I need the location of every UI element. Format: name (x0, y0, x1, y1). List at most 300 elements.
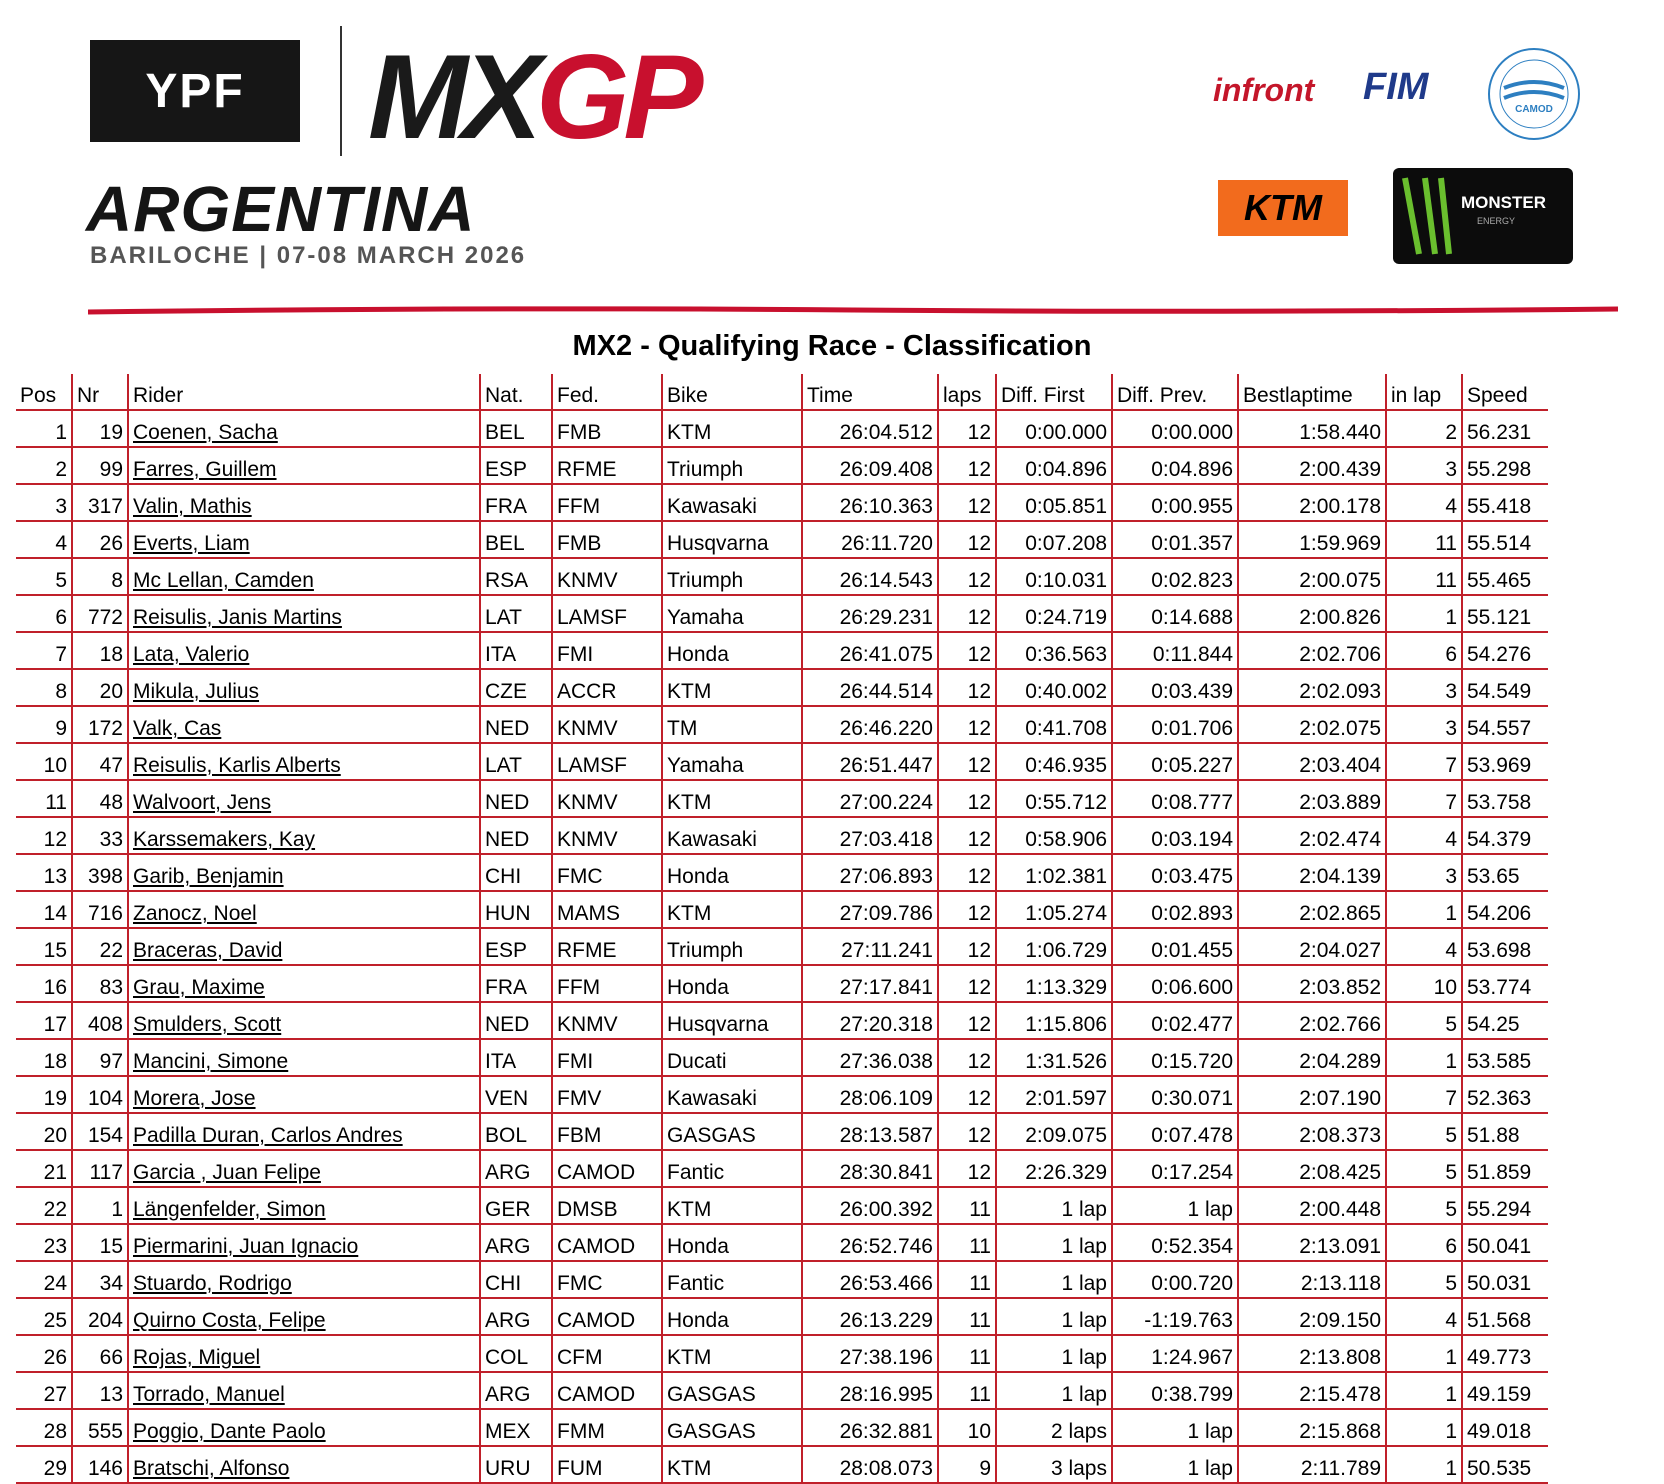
table-row (16, 558, 1548, 595)
cell-time: 26:09.408 (802, 447, 938, 484)
cell-pos: 18 (16, 1039, 72, 1076)
cell-bike: Triumph (662, 928, 802, 965)
cell-rider-link[interactable]: Reisulis, Karlis Alberts (128, 743, 480, 780)
cell-bike: GASGAS (662, 1409, 802, 1446)
cell-bestlap: 2:03.889 (1238, 780, 1386, 817)
cell-diff-first: 0:41.708 (996, 706, 1112, 743)
cell-nat: CHI (480, 854, 552, 891)
cell-fed: LAMSF (552, 743, 662, 780)
svg-text:CAMOD: CAMOD (1515, 104, 1553, 115)
cell-speed: 53.758 (1462, 780, 1548, 817)
cell-diff-first: 0:10.031 (996, 558, 1112, 595)
cell-rider-link[interactable]: Karssemakers, Kay (128, 817, 480, 854)
cell-in-lap: 5 (1386, 1150, 1462, 1187)
cell-in-lap: 5 (1386, 1002, 1462, 1039)
col-header-time: Time (802, 374, 938, 410)
cell-fed: FMB (552, 410, 662, 447)
table-row (16, 410, 1548, 447)
table-row (16, 1224, 1548, 1261)
cell-speed: 56.231 (1462, 410, 1548, 447)
cell-diff-first: 1:31.526 (996, 1039, 1112, 1076)
cell-fed: CAMOD (552, 1372, 662, 1409)
cell-diff-prev: 0:03.475 (1112, 854, 1238, 891)
cell-pos: 6 (16, 595, 72, 632)
cell-diff-first: 3 laps (996, 1446, 1112, 1483)
cell-nr: 204 (72, 1298, 128, 1335)
table-header-row (16, 374, 1548, 410)
cell-nr: 104 (72, 1076, 128, 1113)
cell-pos: 15 (16, 928, 72, 965)
ktm-logo: KTM (1218, 180, 1348, 236)
cell-time: 26:13.229 (802, 1298, 938, 1335)
page-title: MX2 - Qualifying Race - Classification (572, 330, 1092, 362)
cell-fed: FBM (552, 1113, 662, 1150)
cell-nat: NED (480, 1002, 552, 1039)
cell-bestlap: 2:00.439 (1238, 447, 1386, 484)
cell-nr: 20 (72, 669, 128, 706)
cell-speed: 55.514 (1462, 521, 1548, 558)
table-row (16, 632, 1548, 669)
cell-rider-link[interactable]: Grau, Maxime (128, 965, 480, 1002)
cell-in-lap: 11 (1386, 521, 1462, 558)
cell-diff-prev: 0:14.688 (1112, 595, 1238, 632)
cell-nat: ARG (480, 1150, 552, 1187)
cell-diff-prev: 0:15.720 (1112, 1039, 1238, 1076)
cell-nr: 26 (72, 521, 128, 558)
cell-rider-link[interactable]: Morera, Jose (128, 1076, 480, 1113)
fim-logo: FIM (1363, 66, 1429, 108)
cell-nr: 716 (72, 891, 128, 928)
cell-rider-link[interactable]: Valk, Cas (128, 706, 480, 743)
cell-rider-link[interactable]: Lata, Valerio (128, 632, 480, 669)
cell-bestlap: 2:15.478 (1238, 1372, 1386, 1409)
cell-time: 28:08.073 (802, 1446, 938, 1483)
classification-body (16, 410, 1548, 1483)
cell-speed: 49.773 (1462, 1335, 1548, 1372)
cell-in-lap: 4 (1386, 1298, 1462, 1335)
cell-fed: DMSB (552, 1187, 662, 1224)
cell-pos: 5 (16, 558, 72, 595)
table-row (16, 447, 1548, 484)
cell-nr: 408 (72, 1002, 128, 1039)
cell-laps: 11 (938, 1335, 996, 1372)
cell-time: 26:52.746 (802, 1224, 938, 1261)
cell-diff-prev: 1 lap (1112, 1446, 1238, 1483)
cell-nat: NED (480, 780, 552, 817)
cell-nr: 22 (72, 928, 128, 965)
cell-time: 26:51.447 (802, 743, 938, 780)
cell-fed: CAMOD (552, 1298, 662, 1335)
cell-time: 27:00.224 (802, 780, 938, 817)
cell-pos: 12 (16, 817, 72, 854)
cell-rider-link[interactable]: Everts, Liam (128, 521, 480, 558)
cell-laps: 12 (938, 410, 996, 447)
cell-speed: 55.294 (1462, 1187, 1548, 1224)
cell-bike: Kawasaki (662, 1076, 802, 1113)
cell-laps: 12 (938, 928, 996, 965)
cell-fed: FMC (552, 854, 662, 891)
cell-pos: 23 (16, 1224, 72, 1261)
cell-laps: 11 (938, 1224, 996, 1261)
cell-diff-prev: 0:05.227 (1112, 743, 1238, 780)
cell-laps: 10 (938, 1409, 996, 1446)
cell-rider-link[interactable]: Torrado, Manuel (128, 1372, 480, 1409)
cell-diff-prev: 0:03.194 (1112, 817, 1238, 854)
cell-nat: ESP (480, 447, 552, 484)
cell-rider-link[interactable]: Längenfelder, Simon (128, 1187, 480, 1224)
col-header-rider: Rider (128, 374, 480, 410)
cell-time: 27:03.418 (802, 817, 938, 854)
cell-diff-first: 0:40.002 (996, 669, 1112, 706)
cell-fed: FMI (552, 1039, 662, 1076)
col-header-laps: laps (938, 374, 996, 410)
cell-in-lap: 7 (1386, 1076, 1462, 1113)
cell-fed: CAMOD (552, 1224, 662, 1261)
cell-bestlap: 2:04.289 (1238, 1039, 1386, 1076)
table-row (16, 669, 1548, 706)
cell-pos: 1 (16, 410, 72, 447)
cell-pos: 26 (16, 1335, 72, 1372)
cell-bestlap: 2:02.706 (1238, 632, 1386, 669)
cell-speed: 53.969 (1462, 743, 1548, 780)
cell-fed: KNMV (552, 817, 662, 854)
monster-energy-logo (1393, 168, 1573, 264)
cell-bike: TM (662, 706, 802, 743)
cell-diff-first: 1 lap (996, 1335, 1112, 1372)
cell-diff-first: 0:00.000 (996, 410, 1112, 447)
cell-fed: FUM (552, 1446, 662, 1483)
cell-bestlap: 2:15.868 (1238, 1409, 1386, 1446)
camod-seal-icon (1486, 46, 1582, 142)
col-header-nat: Nat. (480, 374, 552, 410)
cell-speed: 51.568 (1462, 1298, 1548, 1335)
cell-bike: Kawasaki (662, 484, 802, 521)
cell-bestlap: 2:00.448 (1238, 1187, 1386, 1224)
table-row (16, 1335, 1548, 1372)
cell-diff-first: 1:02.381 (996, 854, 1112, 891)
cell-nr: 172 (72, 706, 128, 743)
cell-bike: Yamaha (662, 743, 802, 780)
cell-laps: 12 (938, 780, 996, 817)
ypf-logo: YPF (90, 40, 300, 142)
cell-speed: 49.018 (1462, 1409, 1548, 1446)
col-header-fed: Fed. (552, 374, 662, 410)
cell-rider-link[interactable]: Mc Lellan, Camden (128, 558, 480, 595)
svg-text:MX: MX (368, 30, 536, 160)
cell-rider-link[interactable]: Reisulis, Janis Martins (128, 595, 480, 632)
cell-diff-prev: 0:08.777 (1112, 780, 1238, 817)
cell-nat: COL (480, 1335, 552, 1372)
cell-pos: 8 (16, 669, 72, 706)
cell-fed: FMC (552, 1261, 662, 1298)
cell-diff-prev: 0:30.071 (1112, 1076, 1238, 1113)
event-venue-date: BARILOCHE | 07-08 MARCH 2026 (90, 242, 527, 269)
cell-bike: GASGAS (662, 1372, 802, 1409)
cell-rider-link[interactable]: Mikula, Julius (128, 669, 480, 706)
cell-rider-link[interactable]: Mancini, Simone (128, 1039, 480, 1076)
cell-rider-link[interactable]: Padilla Duran, Carlos Andres (128, 1113, 480, 1150)
cell-diff-first: 1:06.729 (996, 928, 1112, 965)
logo-divider (340, 26, 342, 156)
cell-speed: 51.88 (1462, 1113, 1548, 1150)
cell-rider-link[interactable]: Smulders, Scott (128, 1002, 480, 1039)
cell-in-lap: 2 (1386, 410, 1462, 447)
cell-diff-first: 1 lap (996, 1298, 1112, 1335)
table-row (16, 1076, 1548, 1113)
cell-bestlap: 2:00.826 (1238, 595, 1386, 632)
cell-bestlap: 1:59.969 (1238, 521, 1386, 558)
cell-bestlap: 2:13.118 (1238, 1261, 1386, 1298)
cell-pos: 14 (16, 891, 72, 928)
cell-laps: 12 (938, 669, 996, 706)
cell-diff-first: 2:01.597 (996, 1076, 1112, 1113)
svg-text:ENERGY: ENERGY (1477, 216, 1516, 226)
cell-diff-first: 1 lap (996, 1224, 1112, 1261)
cell-nat: BEL (480, 410, 552, 447)
table-row (16, 484, 1548, 521)
cell-rider-link[interactable]: Quirno Costa, Felipe (128, 1298, 480, 1335)
cell-rider-link[interactable]: Braceras, David (128, 928, 480, 965)
cell-nat: ARG (480, 1372, 552, 1409)
cell-bestlap: 2:11.789 (1238, 1446, 1386, 1483)
cell-fed: FFM (552, 484, 662, 521)
cell-in-lap: 4 (1386, 928, 1462, 965)
cell-laps: 12 (938, 595, 996, 632)
cell-bike: KTM (662, 891, 802, 928)
cell-nr: 154 (72, 1113, 128, 1150)
cell-time: 26:53.466 (802, 1261, 938, 1298)
cell-bestlap: 1:58.440 (1238, 410, 1386, 447)
cell-nat: RSA (480, 558, 552, 595)
cell-in-lap: 3 (1386, 854, 1462, 891)
cell-diff-prev: 0:01.455 (1112, 928, 1238, 965)
cell-nr: 83 (72, 965, 128, 1002)
table-row (16, 706, 1548, 743)
col-header-diff-prev: Diff. Prev. (1112, 374, 1238, 410)
cell-rider-link[interactable]: Rojas, Miguel (128, 1335, 480, 1372)
cell-pos: 29 (16, 1446, 72, 1483)
cell-nr: 117 (72, 1150, 128, 1187)
cell-diff-first: 1 lap (996, 1261, 1112, 1298)
cell-laps: 12 (938, 447, 996, 484)
cell-nr: 33 (72, 817, 128, 854)
cell-diff-prev: 0:02.823 (1112, 558, 1238, 595)
cell-rider-link[interactable]: Farres, Guillem (128, 447, 480, 484)
cell-laps: 12 (938, 1039, 996, 1076)
cell-nr: 48 (72, 780, 128, 817)
cell-time: 28:16.995 (802, 1372, 938, 1409)
cell-diff-first: 0:05.851 (996, 484, 1112, 521)
cell-nat: MEX (480, 1409, 552, 1446)
cell-time: 27:20.318 (802, 1002, 938, 1039)
cell-diff-prev: 0:06.600 (1112, 965, 1238, 1002)
cell-laps: 12 (938, 1002, 996, 1039)
cell-rider-link[interactable]: Garcia , Juan Felipe (128, 1150, 480, 1187)
event-banner (28, 0, 1638, 320)
cell-diff-prev: 0:03.439 (1112, 669, 1238, 706)
cell-laps: 12 (938, 632, 996, 669)
cell-diff-prev: 0:07.478 (1112, 1113, 1238, 1150)
cell-time: 26:29.231 (802, 595, 938, 632)
cell-bike: GASGAS (662, 1113, 802, 1150)
cell-rider-link[interactable]: Walvoort, Jens (128, 780, 480, 817)
cell-speed: 54.25 (1462, 1002, 1548, 1039)
cell-pos: 3 (16, 484, 72, 521)
table-row (16, 1446, 1548, 1483)
cell-laps: 12 (938, 965, 996, 1002)
cell-bike: Honda (662, 632, 802, 669)
cell-rider-link[interactable]: Coenen, Sacha (128, 410, 480, 447)
cell-in-lap: 4 (1386, 817, 1462, 854)
cell-speed: 55.121 (1462, 595, 1548, 632)
cell-in-lap: 1 (1386, 1372, 1462, 1409)
cell-pos: 25 (16, 1298, 72, 1335)
cell-diff-prev: 1 lap (1112, 1409, 1238, 1446)
cell-bestlap: 2:08.425 (1238, 1150, 1386, 1187)
svg-text:MONSTER: MONSTER (1461, 193, 1546, 212)
cell-laps: 9 (938, 1446, 996, 1483)
cell-bestlap: 2:03.404 (1238, 743, 1386, 780)
cell-nr: 15 (72, 1224, 128, 1261)
table-row (16, 1039, 1548, 1076)
cell-diff-prev: 0:38.799 (1112, 1372, 1238, 1409)
col-header-in-lap: in lap (1386, 374, 1462, 410)
cell-nat: ARG (480, 1224, 552, 1261)
cell-diff-first: 0:04.896 (996, 447, 1112, 484)
cell-in-lap: 7 (1386, 780, 1462, 817)
cell-bestlap: 2:02.766 (1238, 1002, 1386, 1039)
cell-pos: 19 (16, 1076, 72, 1113)
cell-speed: 54.276 (1462, 632, 1548, 669)
cell-speed: 50.031 (1462, 1261, 1548, 1298)
cell-fed: FMM (552, 1409, 662, 1446)
cell-diff-first: 2:09.075 (996, 1113, 1112, 1150)
cell-bike: Honda (662, 1298, 802, 1335)
col-header-diff-first: Diff. First (996, 374, 1112, 410)
cell-fed: MAMS (552, 891, 662, 928)
cell-in-lap: 5 (1386, 1261, 1462, 1298)
cell-diff-prev: 1:24.967 (1112, 1335, 1238, 1372)
table-row (16, 854, 1548, 891)
cell-nr: 66 (72, 1335, 128, 1372)
cell-speed: 53.774 (1462, 965, 1548, 1002)
cell-diff-prev: 0:00.000 (1112, 410, 1238, 447)
cell-rider-link[interactable]: Stuardo, Rodrigo (128, 1261, 480, 1298)
cell-bike: Honda (662, 854, 802, 891)
cell-bike: KTM (662, 780, 802, 817)
cell-time: 26:46.220 (802, 706, 938, 743)
cell-time: 27:06.893 (802, 854, 938, 891)
cell-time: 27:17.841 (802, 965, 938, 1002)
table-row (16, 595, 1548, 632)
cell-fed: KNMV (552, 1002, 662, 1039)
cell-rider-link[interactable]: Piermarini, Juan Ignacio (128, 1224, 480, 1261)
cell-nat: FRA (480, 484, 552, 521)
cell-speed: 55.418 (1462, 484, 1548, 521)
cell-speed: 54.379 (1462, 817, 1548, 854)
cell-nat: CHI (480, 1261, 552, 1298)
cell-in-lap: 11 (1386, 558, 1462, 595)
cell-nr: 146 (72, 1446, 128, 1483)
table-row (16, 965, 1548, 1002)
cell-fed: FFM (552, 965, 662, 1002)
cell-rider-link[interactable]: Poggio, Dante Paolo (128, 1409, 480, 1446)
cell-diff-prev: 0:52.354 (1112, 1224, 1238, 1261)
cell-diff-first: 1:05.274 (996, 891, 1112, 928)
cell-nat: HUN (480, 891, 552, 928)
cell-fed: ACCR (552, 669, 662, 706)
cell-pos: 4 (16, 521, 72, 558)
cell-bestlap: 2:02.865 (1238, 891, 1386, 928)
cell-in-lap: 1 (1386, 1335, 1462, 1372)
cell-diff-first: 1:15.806 (996, 1002, 1112, 1039)
cell-time: 26:10.363 (802, 484, 938, 521)
cell-rider-link[interactable]: Zanocz, Noel (128, 891, 480, 928)
cell-in-lap: 3 (1386, 669, 1462, 706)
cell-bestlap: 2:02.474 (1238, 817, 1386, 854)
cell-diff-prev: 0:01.357 (1112, 521, 1238, 558)
cell-diff-first: 0:58.906 (996, 817, 1112, 854)
cell-bestlap: 2:13.808 (1238, 1335, 1386, 1372)
table-row (16, 1150, 1548, 1187)
cell-fed: FMI (552, 632, 662, 669)
cell-diff-first: 0:36.563 (996, 632, 1112, 669)
infront-logo: infront (1213, 72, 1315, 108)
cell-nat: NED (480, 817, 552, 854)
table-row (16, 1261, 1548, 1298)
cell-diff-first: 1:13.329 (996, 965, 1112, 1002)
cell-laps: 11 (938, 1372, 996, 1409)
cell-pos: 9 (16, 706, 72, 743)
cell-diff-prev: 0:00.720 (1112, 1261, 1238, 1298)
cell-rider-link[interactable]: Bratschi, Alfonso (128, 1446, 480, 1483)
cell-bike: Fantic (662, 1150, 802, 1187)
cell-diff-first: 2 laps (996, 1409, 1112, 1446)
cell-speed: 49.159 (1462, 1372, 1548, 1409)
cell-in-lap: 3 (1386, 447, 1462, 484)
cell-fed: RFME (552, 928, 662, 965)
cell-nr: 34 (72, 1261, 128, 1298)
cell-speed: 50.041 (1462, 1224, 1548, 1261)
cell-rider-link[interactable]: Garib, Benjamin (128, 854, 480, 891)
cell-speed: 55.298 (1462, 447, 1548, 484)
cell-pos: 24 (16, 1261, 72, 1298)
table-row (16, 743, 1548, 780)
cell-fed: CAMOD (552, 1150, 662, 1187)
cell-nat: URU (480, 1446, 552, 1483)
cell-nat: FRA (480, 965, 552, 1002)
table-row (16, 891, 1548, 928)
cell-nr: 772 (72, 595, 128, 632)
cell-speed: 51.859 (1462, 1150, 1548, 1187)
cell-bike: Yamaha (662, 595, 802, 632)
table-row (16, 1298, 1548, 1335)
cell-time: 26:11.720 (802, 521, 938, 558)
cell-nat: BEL (480, 521, 552, 558)
cell-rider-link[interactable]: Valin, Mathis (128, 484, 480, 521)
cell-diff-first: 0:24.719 (996, 595, 1112, 632)
cell-in-lap: 4 (1386, 484, 1462, 521)
cell-diff-prev: -1:19.763 (1112, 1298, 1238, 1335)
cell-in-lap: 1 (1386, 595, 1462, 632)
cell-diff-prev: 0:00.955 (1112, 484, 1238, 521)
cell-bestlap: 2:03.852 (1238, 965, 1386, 1002)
cell-nat: ITA (480, 1039, 552, 1076)
cell-laps: 12 (938, 521, 996, 558)
cell-nat: LAT (480, 595, 552, 632)
cell-pos: 7 (16, 632, 72, 669)
cell-nr: 47 (72, 743, 128, 780)
